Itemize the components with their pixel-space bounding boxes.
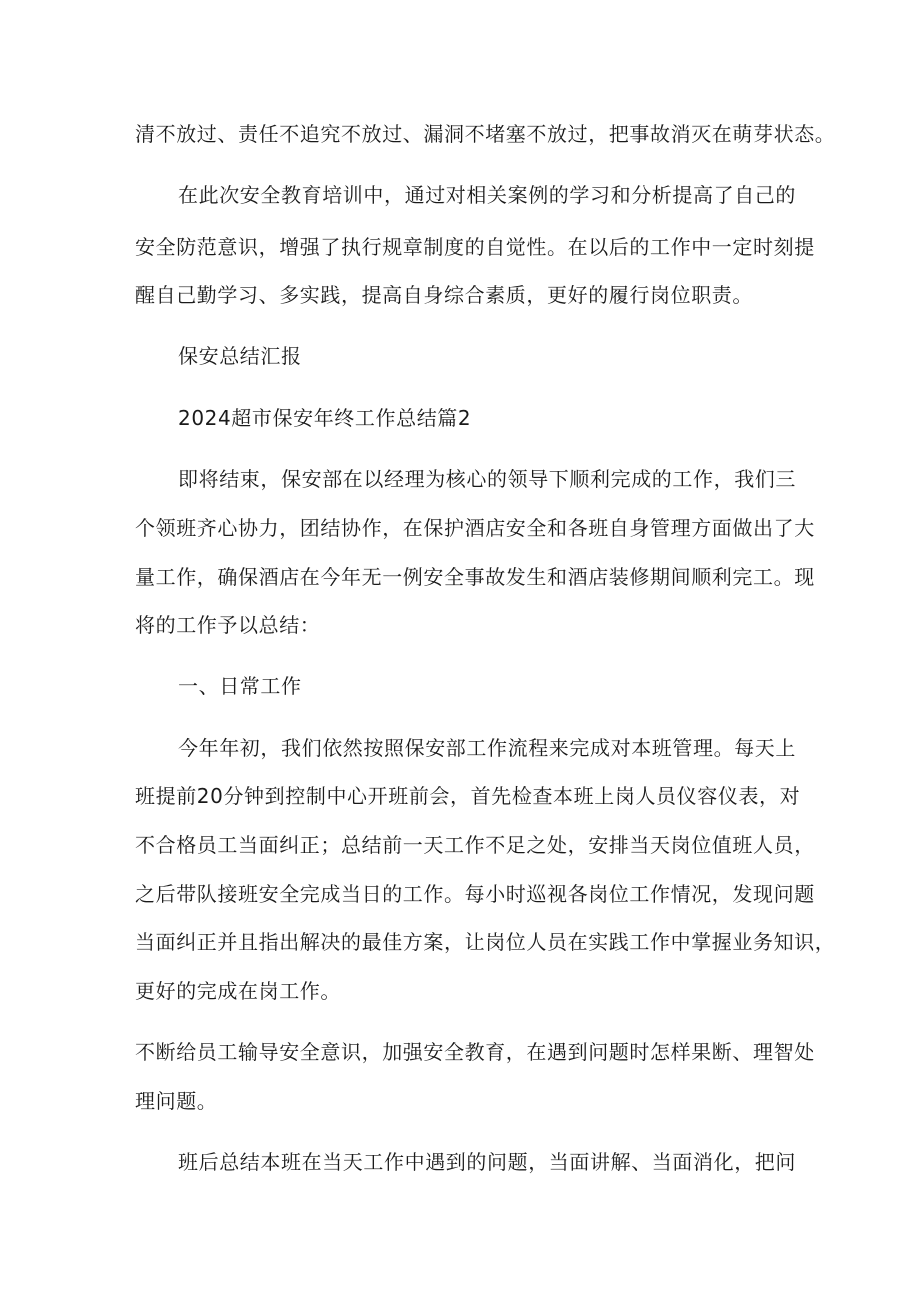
section-title: 2024超市保安年终工作总结篇2 <box>178 406 472 430</box>
text-line: 不合格员工当面纠正；总结前一天工作不足之处，安排当天岗位值班人员， <box>135 833 815 857</box>
text-line: 醒自己勤学习、多实践，提高自身综合素质，更好的履行岗位职责。 <box>135 283 753 307</box>
text-line: 之后带队接班安全完成当日的工作。每小时巡视各岗位工作情况，发现问题 <box>135 882 815 906</box>
text-line: 在此次安全教育培训中，通过对相关案例的学习和分析提高了自己的 <box>178 183 796 207</box>
text-line: 当面纠正并且指出解决的最佳方案，让岗位人员在实践工作中掌握业务知识， <box>135 930 836 954</box>
text-line: 个领班齐心协力，团结协作，在保护酒店安全和各班自身管理方面做出了大 <box>135 516 815 540</box>
text-line: 将的工作予以总结： <box>135 613 321 637</box>
text-line: 量工作，确保酒店在今年无一例安全事故发生和酒店装修期间顺利完工。现 <box>135 565 815 589</box>
text-line: 理问题。 <box>135 1089 218 1113</box>
text-line: 不断给员工输导安全意识，加强安全教育，在遇到问题时怎样果断、理智处 <box>135 1040 815 1064</box>
text-line: 今年年初，我们依然按照保安部工作流程来完成对本班管理。每天上 <box>178 736 796 760</box>
text-line: 班提前20分钟到控制中心开班前会，首先检查本班上岗人员仪容仪表，对 <box>135 784 801 808</box>
text-line: 安全防范意识，增强了执行规章制度的自觉性。在以后的工作中一定时刻提 <box>135 235 815 259</box>
text-line: 更好的完成在岗工作。 <box>135 979 341 1003</box>
text-line: 清不放过、责任不追究不放过、漏洞不堵塞不放过，把事故消灭在萌芽状态。 <box>135 122 836 146</box>
section-heading: 一、日常工作 <box>178 674 302 698</box>
text-line: 即将结束，保安部在以经理为核心的领导下顺利完成的工作，我们三 <box>178 467 796 491</box>
text-line: 班后总结本班在当天工作中遇到的问题，当面讲解、当面消化，把问 <box>178 1150 796 1174</box>
section-label: 保安总结汇报 <box>178 344 302 368</box>
